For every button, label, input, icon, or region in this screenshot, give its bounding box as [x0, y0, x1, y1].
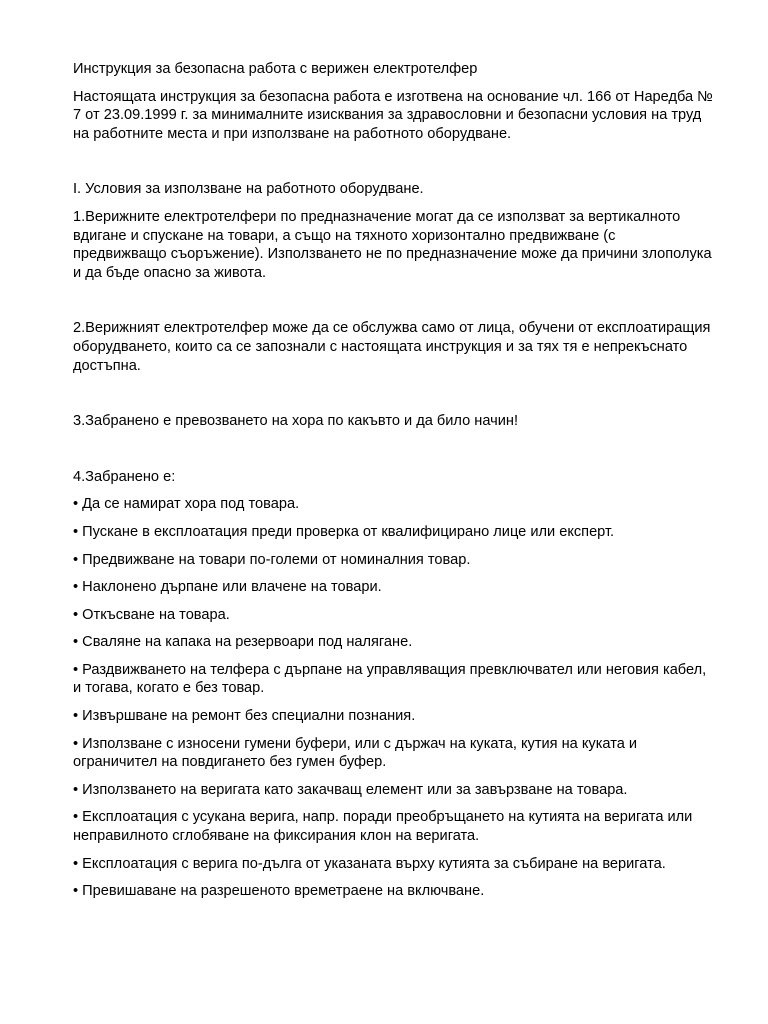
bullet-item: • Използването на веригата като закачващ елемент или за завързване на товара. [73, 781, 628, 798]
bullet-item: • Извършване на ремонт без специални познания. [73, 708, 416, 725]
item-4-heading: 4.Забранено е: [73, 468, 176, 485]
bullet-item: • Наклонено дърпане или влачене на товари. [73, 579, 382, 596]
document-title: Инструкция за безопасна работа с верижен електротелфер [73, 61, 478, 77]
item-1-paragraph: 1.Верижните електротелфери по предназначение могат да се използват за вертикалното вдигане и спускане на товари, а също на тяхното хоризонтално предвижване (с предвижващо съоръжение). Използването не по предназначение може да причини злополука и да бъде опасно за живота. [73, 208, 712, 281]
item-2-paragraph: 2.Верижният електротелфер може да се обслужва само от лица, обучени от експлоатиращия оборудването, които са се запознали с настоящата инструкция и за тях тя е непрекъснато достъпна. [73, 320, 711, 374]
bullet-item: • Пускане в експлоатация преди проверка от квалифицирано лице или експерт. [73, 523, 615, 540]
document-page [73, 60, 713, 910]
bullet-item: • Използване с износени гумени буфери, или с държач на куката, кутия на куката и ограничител на повдигането без гумен буфер. [73, 735, 638, 771]
bullet-item: • Сваляне на капака на резервоари под налягане. [73, 634, 413, 651]
bullet-item: • Да се намират хора под товара. [73, 496, 300, 513]
bullet-item: • Откъсване на товара. [73, 606, 230, 623]
bullet-item: • Експлоатация с усукана верига, напр. поради преобръщането на кутията на веригата или неправилното сглобяване на фиксирания клон на веригата. [73, 809, 693, 845]
item-3-paragraph: 3.Забранено е превозването на хора по какъвто и да било начин! [73, 413, 518, 430]
intro-paragraph: Настоящата инструкция за безопасна работа е изготвена на основание чл. 166 от Наредба № 7 от 23.09.1999 г. за минималните изисквания за здравословни и безопасни условия на труд на работните места и при използване на работното оборудване. [73, 88, 713, 142]
bullet-item: • Превишаване на разрешеното времетраене на включване. [73, 883, 485, 900]
bullet-item: • Предвижване на товари по-големи от номиналния товар. [73, 551, 471, 568]
bullet-item: • Раздвижването на телфера с дърпане на управляващия превключвател или неговия кабел, и тогава, когато е без товар. [73, 661, 707, 697]
bullet-item: • Експлоатация с верига по-дълга от указаната върху кутията за събиране на веригата. [73, 855, 666, 872]
section-heading: I. Условия за използване на работното оборудване. [73, 181, 424, 198]
